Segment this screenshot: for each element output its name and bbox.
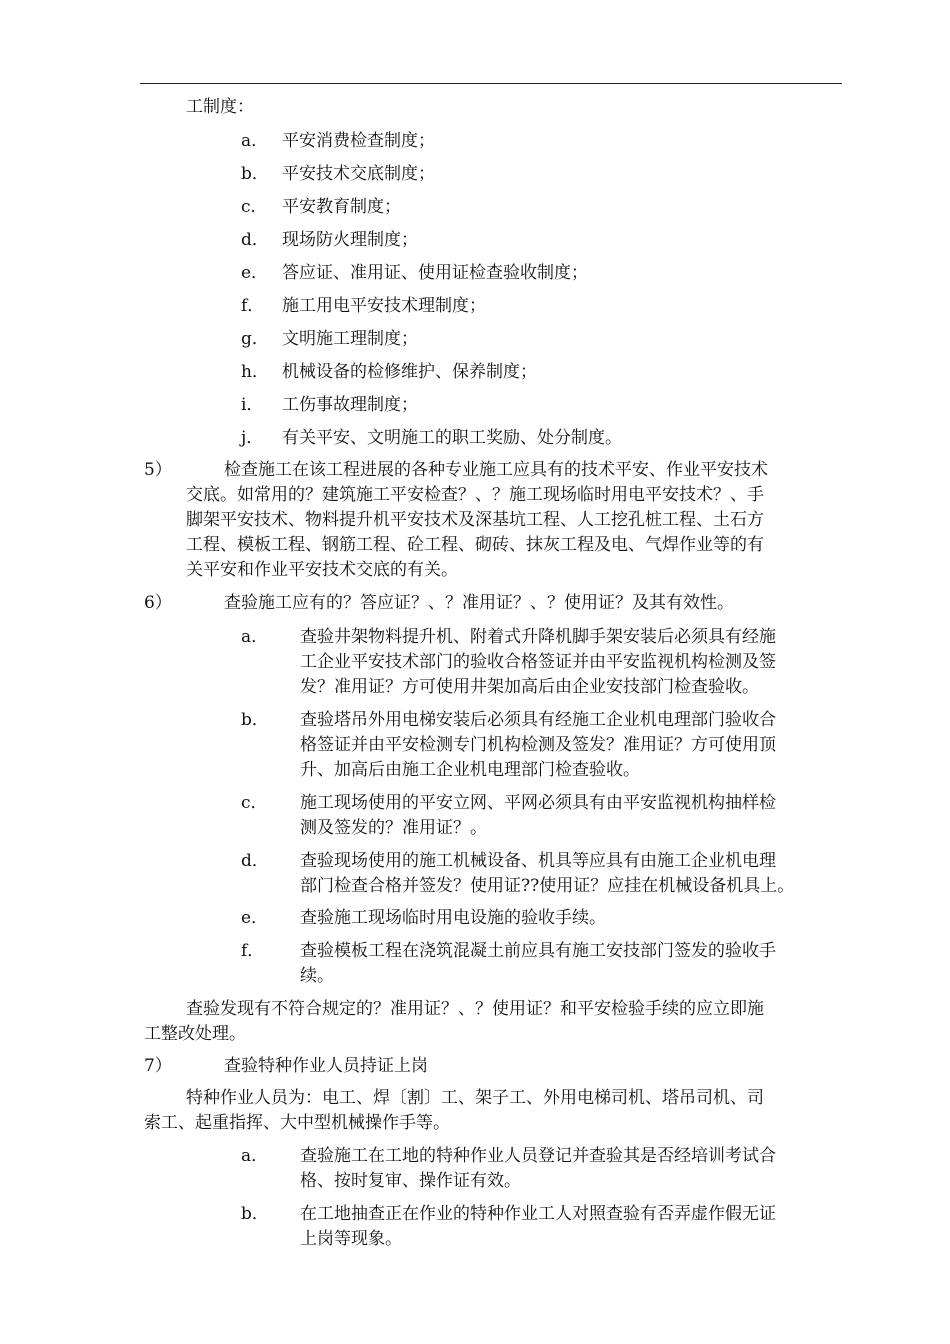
list-text: 平安教育制度； bbox=[282, 197, 401, 217]
paragraph-line: 交底。如常用的？建筑施工平安检查？、？施工现场临时用电平安技术？、手 bbox=[186, 485, 764, 505]
list-marker: d． bbox=[241, 230, 269, 250]
sub-line: 部门检查合格并签发？使用证??使用证？应挂在机械设备机具上。 bbox=[300, 876, 795, 896]
paragraph-line: 查验发现有不符合规定的？准用证？、？使用证？和平安检验手续的应立即施 bbox=[186, 999, 764, 1019]
section-heading: 查验施工应有的？答应证？、？准用证？、？使用证？及其有效性。 bbox=[224, 593, 734, 613]
sub-marker: c． bbox=[241, 793, 268, 813]
sub-line: 升、加高后由施工企业机电理部门检查验收。 bbox=[300, 760, 640, 780]
section-heading: 查验特种作业人员持证上岗 bbox=[224, 1056, 428, 1076]
sub-line: 发？准用证？方可使用井架加高后由企业安技部门检查验收。 bbox=[300, 677, 759, 697]
sub-line: 工企业平安技术部门的验收合格签证并由平安监视机构检测及签 bbox=[300, 652, 776, 672]
sub-marker: f． bbox=[241, 941, 265, 961]
list-text: 答应证、准用证、使用证检查验收制度； bbox=[282, 263, 588, 283]
sub-marker: b． bbox=[241, 1204, 269, 1224]
paragraph-line: 索工、起重指挥、大中型机械操作手等。 bbox=[144, 1113, 450, 1133]
header-rule bbox=[140, 83, 842, 84]
list-text: 施工用电平安技术理制度； bbox=[282, 296, 486, 316]
list-text: 有关平安、文明施工的职工奖励、处分制度。 bbox=[282, 428, 622, 448]
sub-line: 在工地抽查正在作业的特种作业工人对照查验有否弄虚作假无证 bbox=[300, 1204, 776, 1224]
sub-line: 查验塔吊外用电梯安装后必须具有经施工企业机电理部门验收合 bbox=[300, 710, 776, 730]
list-marker: f． bbox=[241, 296, 265, 316]
sub-line: 查验现场使用的施工机械设备、机具等应具有由施工企业机电理 bbox=[300, 851, 776, 871]
list-marker: e． bbox=[241, 263, 269, 283]
section-number: 7） bbox=[144, 1056, 172, 1076]
paragraph-line: 工整改处理。 bbox=[144, 1024, 246, 1044]
list-marker: h． bbox=[241, 362, 269, 382]
list-marker: b． bbox=[241, 164, 269, 184]
sub-marker: e． bbox=[241, 908, 269, 928]
sub-marker: a． bbox=[241, 1146, 269, 1166]
list-text: 文明施工理制度； bbox=[282, 329, 418, 349]
list-marker: g． bbox=[241, 329, 269, 349]
sub-line: 格、按时复审、操作证有效。 bbox=[300, 1171, 521, 1191]
paragraph-line: 检查施工在该工程进展的各种专业施工应具有的技术平安、作业平安技术 bbox=[224, 460, 768, 480]
list-text: 平安消费检查制度； bbox=[282, 131, 435, 151]
sub-line: 查验井架物料提升机、附着式升降机脚手架安装后必须具有经施 bbox=[300, 627, 776, 647]
list-text: 工伤事故理制度； bbox=[282, 395, 418, 415]
sub-line: 上岗等现象。 bbox=[300, 1229, 402, 1249]
list-text: 平安技术交底制度； bbox=[282, 164, 435, 184]
list-marker: c． bbox=[241, 197, 268, 217]
sub-marker: a． bbox=[241, 627, 269, 647]
list-text: 机械设备的检修维护、保养制度； bbox=[282, 362, 537, 382]
sub-line: 施工现场使用的平安立网、平网必须具有由平安监视机构抽样检 bbox=[300, 793, 776, 813]
sub-line: 测及签发的？准用证？。 bbox=[300, 818, 487, 838]
sub-line: 查验施工现场临时用电设施的验收手续。 bbox=[300, 908, 606, 928]
section-number: 5） bbox=[144, 460, 172, 480]
sub-marker: b． bbox=[241, 710, 269, 730]
paragraph-line: 关平安和作业平安技术交底的有关。 bbox=[186, 560, 458, 580]
paragraph-line: 工程、模板工程、钢筋工程、砼工程、砌砖、抹灰工程及电、气焊作业等的有 bbox=[186, 535, 764, 555]
paragraph-line: 脚架平安技术、物料提升机平安技术及深基坑工程、人工挖孔桩工程、土石方 bbox=[186, 510, 764, 530]
intro-text: 工制度： bbox=[186, 97, 254, 117]
sub-marker: d． bbox=[241, 851, 269, 871]
list-marker: a． bbox=[241, 131, 269, 151]
sub-line: 续。 bbox=[300, 966, 334, 986]
list-marker: i． bbox=[241, 395, 264, 415]
section-number: 6） bbox=[144, 593, 172, 613]
sub-line: 查验模板工程在浇筑混凝土前应具有施工安技部门签发的验收手 bbox=[300, 941, 776, 961]
sub-line: 格签证并由平安检测专门机构检测及签发？准用证？方可使用顶 bbox=[300, 735, 776, 755]
paragraph-line: 特种作业人员为：电工、焊〔割〕工、架子工、外用电梯司机、塔吊司机、司 bbox=[186, 1088, 764, 1108]
list-text: 现场防火理制度； bbox=[282, 230, 418, 250]
sub-line: 查验施工在工地的特种作业人员登记并查验其是否经培训考试合 bbox=[300, 1146, 776, 1166]
list-marker: j． bbox=[241, 428, 264, 448]
